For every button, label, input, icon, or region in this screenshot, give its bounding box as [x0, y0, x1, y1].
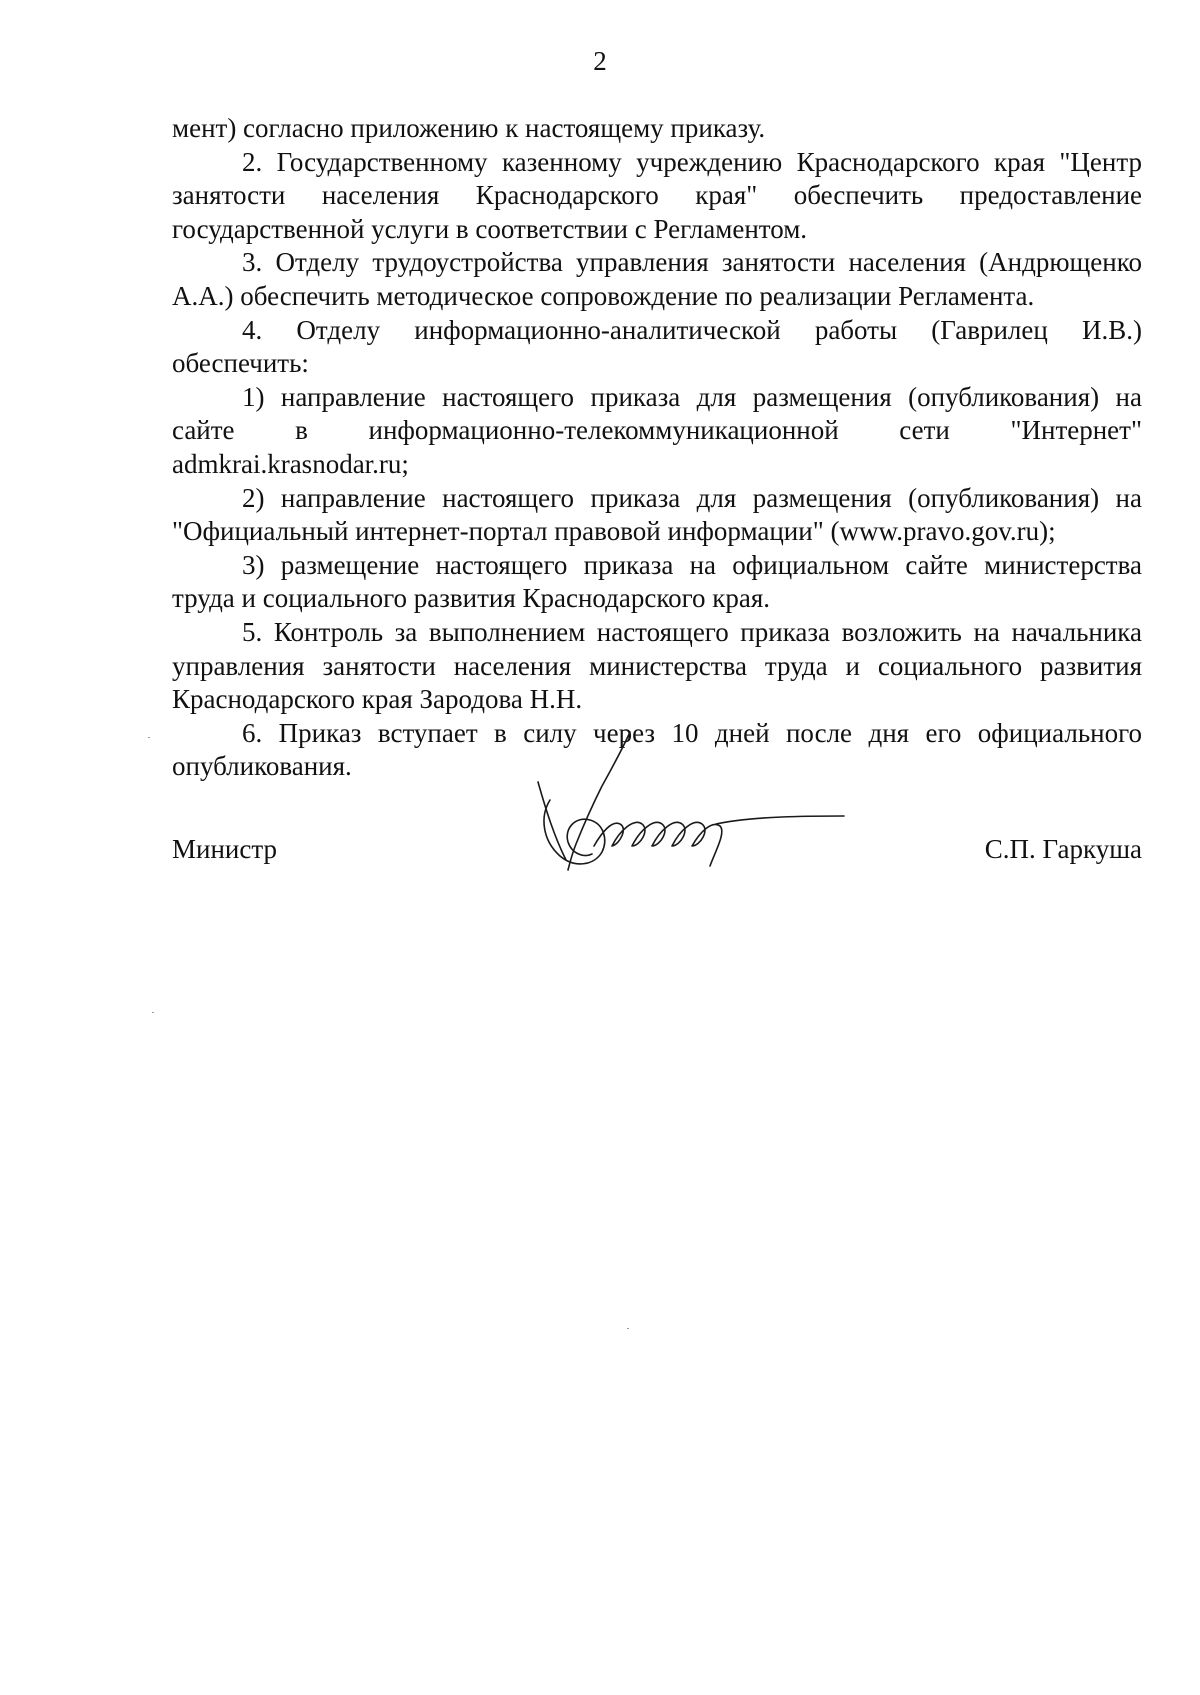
subparagraph-4-1: 1) направление настоящего приказа для размещения (опубликования) на сайте в информационно-телекоммуникационной сети "Интернет" admkrai.krasnodar.ru; — [172, 381, 1142, 479]
paragraph-item-4: 4. Отделу информационно-аналитической работы (Гаврилец И.В.) обеспечить: — [172, 314, 1142, 379]
paragraph-item-5: 5. Контроль за выполнением настоящего приказа возложить на начальника управления занятости населения министерства труда и социального развития Краснодарского края Зародова Н.Н. — [172, 616, 1142, 715]
subparagraph-4-2: 2) направление настоящего приказа для размещения (опубликования) на "Официальный интернет-портал правовой информации" (www.pravo.gov.ru); — [172, 482, 1142, 547]
page-number: 2 — [593, 46, 607, 76]
signatory-name: С.П. Гаркуша — [984, 834, 1142, 864]
paragraph-item-2: 2. Государственному казенному учреждению Краснодарского края "Центр занятости населения Краснодарского края" обеспечить предоставление государственной услуги в соответствии с Регламентом. — [172, 146, 1142, 244]
paragraph-continuation: мент) согласно приложению к настоящему приказу. — [172, 113, 766, 143]
paragraph-item-6: 6. Приказ вступает в силу через 10 дней после дня его официального опубликования. — [172, 717, 1142, 782]
signatory-position: Министр — [172, 834, 277, 864]
subparagraph-4-3: 3) размещение настоящего приказа на официальном сайте министерства труда и социального развития Краснодарского края. — [172, 549, 1142, 614]
document-body — [172, 112, 1142, 784]
handwritten-signature — [520, 720, 860, 890]
paragraph-item-3: 3. Отделу трудоустройства управления занятости населения (Андрющенко А.А.) обеспечить методическое сопровождение по реализации Регламента. — [172, 247, 1142, 311]
